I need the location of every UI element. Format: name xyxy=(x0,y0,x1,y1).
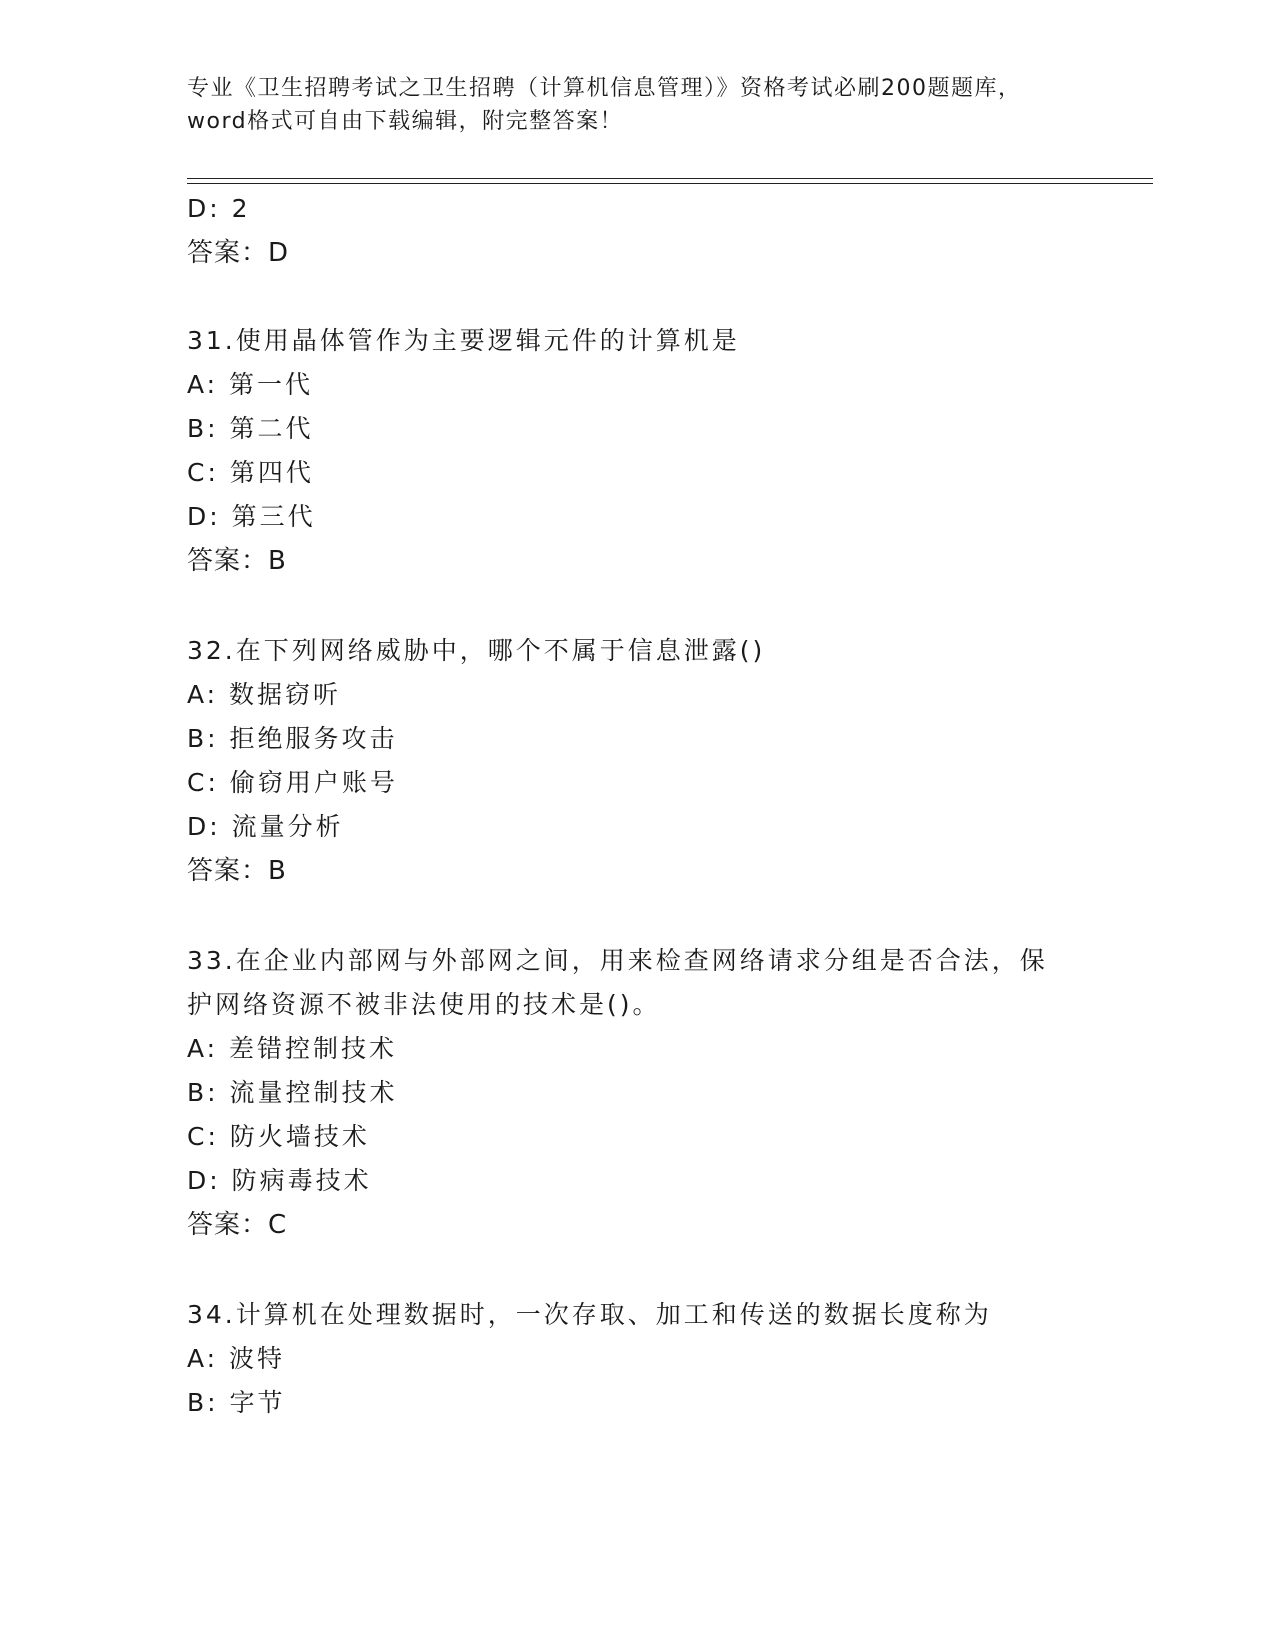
header-divider-bottom xyxy=(187,183,1153,184)
question-33-stem-line-1: 33.在企业内部网与外部网之间，用来检查网络请求分组是否合法，保 xyxy=(187,946,1048,975)
question-31-stem: 31.使用晶体管作为主要逻辑元件的计算机是 xyxy=(187,326,740,355)
question-32-stem: 32.在下列网络威胁中，哪个不属于信息泄露() xyxy=(187,636,766,665)
question-32-option-b: B: 拒绝服务攻击 xyxy=(187,724,398,753)
question-31-option-c: C: 第四代 xyxy=(187,458,314,487)
question-34-stem: 34.计算机在处理数据时，一次存取、加工和传送的数据长度称为 xyxy=(187,1300,992,1329)
question-31-option-b: B: 第二代 xyxy=(187,414,314,443)
question-31-option-d: D: 第三代 xyxy=(187,502,316,531)
question-33-answer: 答案：C xyxy=(187,1210,288,1240)
question-33-option-d: D: 防病毒技术 xyxy=(187,1166,372,1195)
header-title-line-1: 专业《卫生招聘考试之卫生招聘（计算机信息管理）》资格考试必刷200题题库， xyxy=(187,76,1022,101)
previous-question-option-d: D: 2 xyxy=(187,194,251,223)
question-32-option-a: A: 数据窃听 xyxy=(187,680,342,709)
previous-question-answer: 答案：D xyxy=(187,238,290,268)
question-33-option-c: C: 防火墙技术 xyxy=(187,1122,370,1151)
question-31-answer: 答案：B xyxy=(187,546,287,576)
question-32-option-d: D: 流量分析 xyxy=(187,812,344,841)
question-34-option-a: A: 波特 xyxy=(187,1344,286,1373)
question-33-stem-line-2: 护网络资源不被非法使用的技术是()。 xyxy=(187,990,661,1019)
question-33-option-b: B: 流量控制技术 xyxy=(187,1078,398,1107)
question-32-option-c: C: 偷窃用户账号 xyxy=(187,768,398,797)
question-31-option-a: A: 第一代 xyxy=(187,370,314,399)
question-34-option-b: B: 字节 xyxy=(187,1388,286,1417)
question-33-option-a: A: 差错控制技术 xyxy=(187,1034,398,1063)
question-32-answer: 答案：B xyxy=(187,856,287,886)
document-header xyxy=(187,72,1087,138)
header-divider-top xyxy=(187,178,1153,179)
header-title-line-2: word格式可自由下载编辑，附完整答案！ xyxy=(187,109,624,134)
